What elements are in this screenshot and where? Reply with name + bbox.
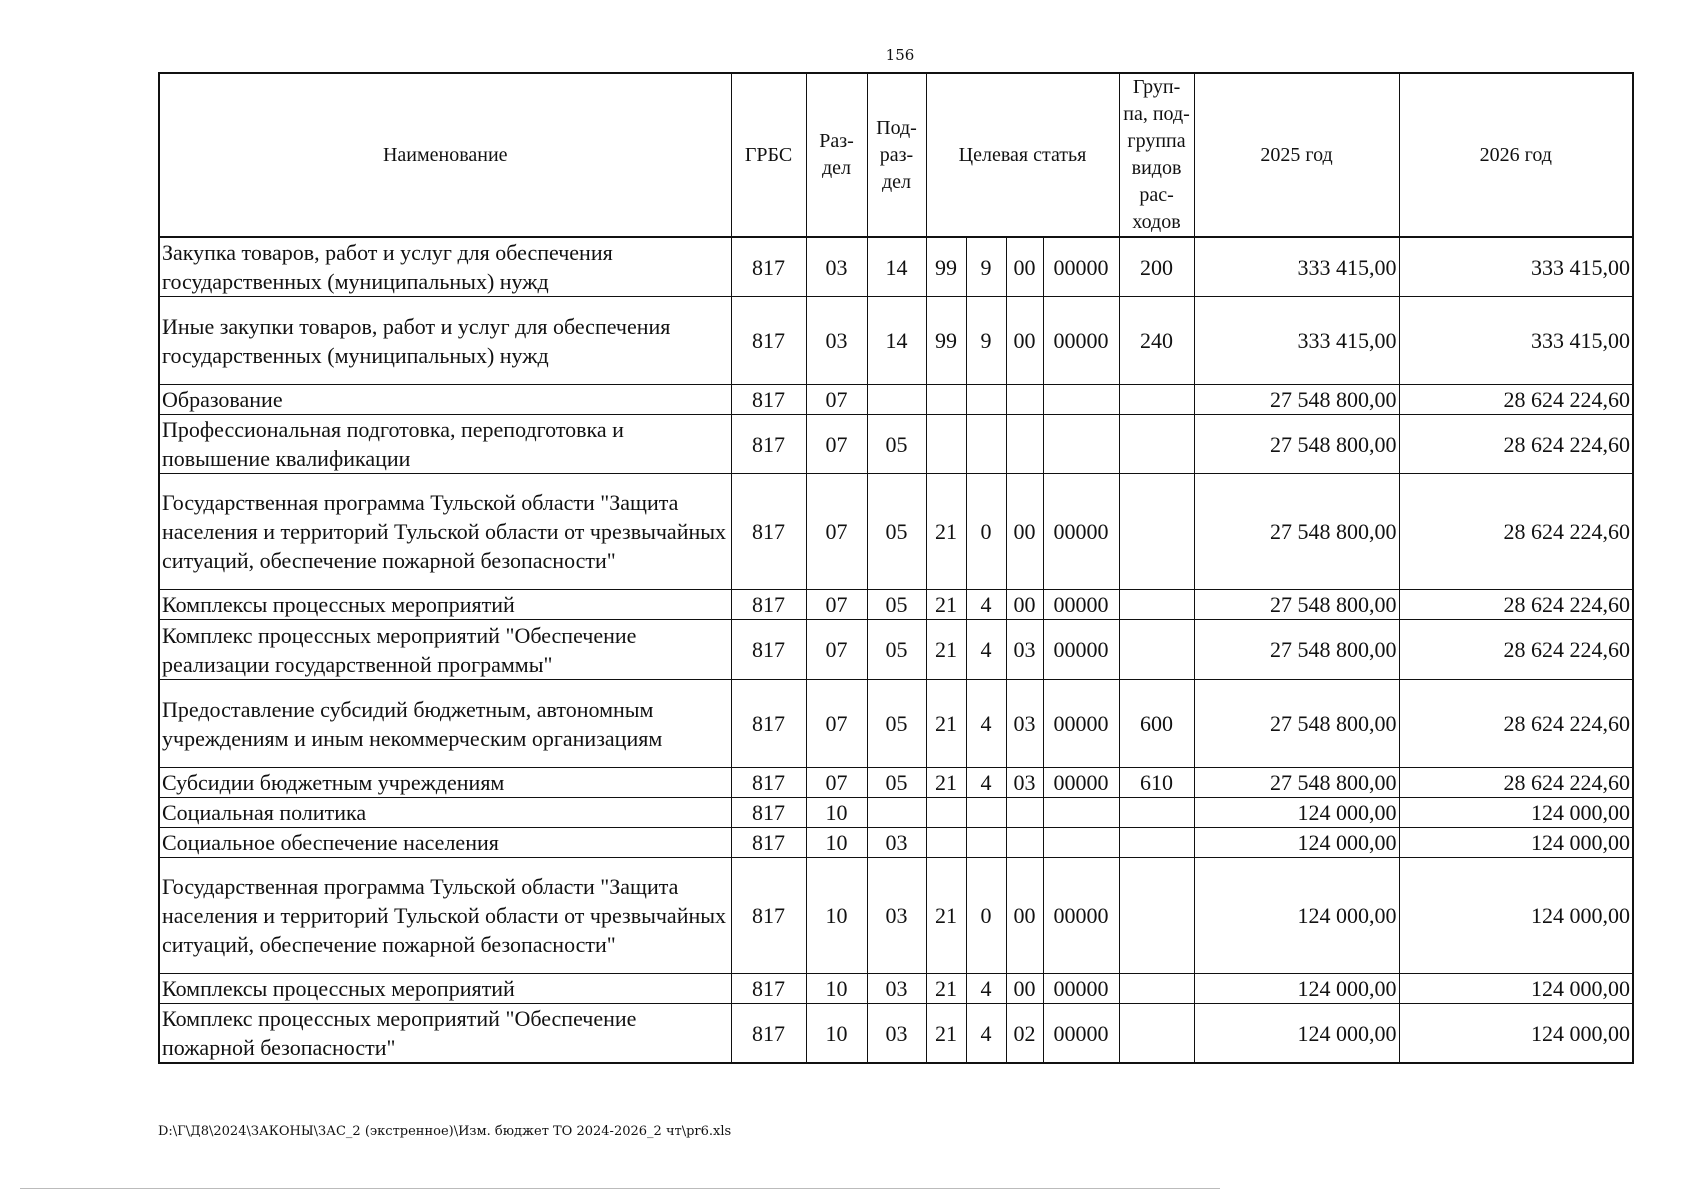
cell-amount-2025: 333 415,00 xyxy=(1194,237,1399,297)
cell-podrazdel: 03 xyxy=(867,974,926,1004)
cell-celevaya-activity: 00 xyxy=(1006,590,1043,620)
cell-celevaya-subprogram: 9 xyxy=(966,297,1006,385)
cell-vid-rashodov xyxy=(1119,828,1194,858)
cell-celevaya-program xyxy=(926,385,966,415)
cell-podrazdel: 05 xyxy=(867,590,926,620)
cell-amount-2025: 27 548 800,00 xyxy=(1194,680,1399,768)
table-row xyxy=(159,1004,1633,1064)
cell-celevaya-program: 21 xyxy=(926,474,966,590)
header-year-2026: 2026 год xyxy=(1399,73,1633,237)
cell-celevaya-subprogram: 4 xyxy=(966,974,1006,1004)
cell-celevaya-direction: 00000 xyxy=(1043,858,1119,974)
cell-celevaya-program: 99 xyxy=(926,237,966,297)
cell-amount-2026: 124 000,00 xyxy=(1399,828,1633,858)
cell-amount-2026: 28 624 224,60 xyxy=(1399,415,1633,474)
cell-vid-rashodov xyxy=(1119,474,1194,590)
cell-celevaya-activity: 03 xyxy=(1006,768,1043,798)
cell-celevaya-direction: 00000 xyxy=(1043,1004,1119,1064)
cell-celevaya-direction xyxy=(1043,828,1119,858)
cell-celevaya-program xyxy=(926,415,966,474)
cell-amount-2026: 28 624 224,60 xyxy=(1399,680,1633,768)
table-header-row xyxy=(159,73,1633,237)
cell-grbs: 817 xyxy=(731,1004,806,1064)
cell-celevaya-direction: 00000 xyxy=(1043,620,1119,680)
cell-celevaya-program: 21 xyxy=(926,1004,966,1064)
cell-amount-2025: 124 000,00 xyxy=(1194,828,1399,858)
cell-podrazdel: 05 xyxy=(867,620,926,680)
cell-vid-rashodov: 600 xyxy=(1119,680,1194,768)
cell-amount-2026: 28 624 224,60 xyxy=(1399,474,1633,590)
cell-amount-2025: 27 548 800,00 xyxy=(1194,474,1399,590)
cell-celevaya-activity: 00 xyxy=(1006,237,1043,297)
cell-amount-2026: 124 000,00 xyxy=(1399,858,1633,974)
cell-podrazdel: 14 xyxy=(867,237,926,297)
cell-celevaya-activity: 00 xyxy=(1006,474,1043,590)
cell-amount-2026: 333 415,00 xyxy=(1399,237,1633,297)
table-row xyxy=(159,385,1633,415)
cell-celevaya-subprogram: 0 xyxy=(966,474,1006,590)
cell-celevaya-subprogram: 4 xyxy=(966,768,1006,798)
cell-grbs: 817 xyxy=(731,237,806,297)
cell-podrazdel: 03 xyxy=(867,858,926,974)
cell-grbs: 817 xyxy=(731,828,806,858)
cell-razdel: 07 xyxy=(806,590,867,620)
cell-celevaya-activity: 00 xyxy=(1006,974,1043,1004)
cell-amount-2025: 27 548 800,00 xyxy=(1194,385,1399,415)
cell-podrazdel: 05 xyxy=(867,415,926,474)
cell-name: Социальное обеспечение населения xyxy=(159,828,731,858)
cell-celevaya-subprogram xyxy=(966,828,1006,858)
cell-celevaya-activity xyxy=(1006,828,1043,858)
cell-podrazdel: 05 xyxy=(867,680,926,768)
cell-name: Социальная политика xyxy=(159,798,731,828)
cell-razdel: 10 xyxy=(806,1004,867,1064)
cell-celevaya-program xyxy=(926,798,966,828)
cell-vid-rashodov xyxy=(1119,974,1194,1004)
cell-celevaya-subprogram: 4 xyxy=(966,1004,1006,1064)
cell-name: Закупка товаров, работ и услуг для обеспечения государственных (муниципальных) нужд xyxy=(159,237,731,297)
cell-amount-2025: 27 548 800,00 xyxy=(1194,620,1399,680)
cell-name: Комплекс процессных мероприятий "Обеспечение пожарной безопасности" xyxy=(159,1004,731,1064)
cell-name: Комплексы процессных мероприятий xyxy=(159,590,731,620)
cell-celevaya-subprogram xyxy=(966,385,1006,415)
cell-grbs: 817 xyxy=(731,590,806,620)
cell-celevaya-direction xyxy=(1043,415,1119,474)
cell-celevaya-program xyxy=(926,828,966,858)
cell-vid-rashodov xyxy=(1119,385,1194,415)
cell-grbs: 817 xyxy=(731,474,806,590)
cell-podrazdel xyxy=(867,798,926,828)
cell-grbs: 817 xyxy=(731,768,806,798)
cell-celevaya-activity: 03 xyxy=(1006,620,1043,680)
cell-razdel: 07 xyxy=(806,768,867,798)
cell-celevaya-direction: 00000 xyxy=(1043,974,1119,1004)
cell-celevaya-direction xyxy=(1043,798,1119,828)
bottom-rule xyxy=(20,1188,1220,1189)
cell-celevaya-direction: 00000 xyxy=(1043,590,1119,620)
cell-vid-rashodov: 610 xyxy=(1119,768,1194,798)
cell-name: Комплекс процессных мероприятий "Обеспечение реализации государственной программы" xyxy=(159,620,731,680)
cell-celevaya-direction: 00000 xyxy=(1043,297,1119,385)
cell-grbs: 817 xyxy=(731,297,806,385)
cell-name: Предоставление субсидий бюджетным, автономным учреждениям и иным некоммерческим организациям xyxy=(159,680,731,768)
cell-razdel: 03 xyxy=(806,237,867,297)
header-year-2025: 2025 год xyxy=(1194,73,1399,237)
cell-amount-2026: 333 415,00 xyxy=(1399,297,1633,385)
cell-celevaya-activity: 00 xyxy=(1006,297,1043,385)
table-row xyxy=(159,415,1633,474)
cell-podrazdel xyxy=(867,385,926,415)
cell-razdel: 10 xyxy=(806,858,867,974)
cell-celevaya-direction: 00000 xyxy=(1043,474,1119,590)
cell-name: Образование xyxy=(159,385,731,415)
header-grbs: ГРБС xyxy=(731,73,806,237)
cell-amount-2025: 333 415,00 xyxy=(1194,297,1399,385)
cell-amount-2025: 124 000,00 xyxy=(1194,858,1399,974)
cell-amount-2025: 124 000,00 xyxy=(1194,1004,1399,1064)
table-row xyxy=(159,620,1633,680)
cell-grbs: 817 xyxy=(731,415,806,474)
cell-amount-2026: 28 624 224,60 xyxy=(1399,385,1633,415)
cell-podrazdel: 05 xyxy=(867,768,926,798)
header-razdel: Раз- дел xyxy=(806,73,867,237)
cell-amount-2025: 124 000,00 xyxy=(1194,974,1399,1004)
cell-celevaya-subprogram: 0 xyxy=(966,858,1006,974)
header-podrazdel: Под- раз- дел xyxy=(867,73,926,237)
header-gruppa-vidov-rashodov: Груп- па, под- группа видов рас- ходов xyxy=(1119,73,1194,237)
cell-celevaya-direction: 00000 xyxy=(1043,237,1119,297)
cell-celevaya-subprogram: 4 xyxy=(966,590,1006,620)
cell-celevaya-program: 21 xyxy=(926,974,966,1004)
table-row xyxy=(159,974,1633,1004)
cell-celevaya-subprogram xyxy=(966,798,1006,828)
cell-razdel: 07 xyxy=(806,680,867,768)
cell-amount-2025: 27 548 800,00 xyxy=(1194,768,1399,798)
cell-celevaya-program: 21 xyxy=(926,680,966,768)
cell-razdel: 10 xyxy=(806,798,867,828)
cell-name: Профессиональная подготовка, переподготовка и повышение квалификации xyxy=(159,415,731,474)
cell-razdel: 07 xyxy=(806,474,867,590)
cell-amount-2026: 28 624 224,60 xyxy=(1399,620,1633,680)
footer-file-path: D:\Г\Д8\2024\ЗАКОНЫ\ЗАС_2 (экстренное)\Изм. бюджет ТО 2024-2026_2 чт\pr6.xls xyxy=(158,1124,732,1139)
cell-grbs: 817 xyxy=(731,385,806,415)
table-row xyxy=(159,858,1633,974)
cell-celevaya-program: 21 xyxy=(926,590,966,620)
cell-celevaya-activity: 03 xyxy=(1006,680,1043,768)
cell-name: Субсидии бюджетным учреждениям xyxy=(159,768,731,798)
cell-razdel: 10 xyxy=(806,828,867,858)
header-celevaya-statya: Целевая статья xyxy=(926,73,1119,237)
cell-celevaya-activity: 00 xyxy=(1006,858,1043,974)
cell-podrazdel: 05 xyxy=(867,474,926,590)
table-row xyxy=(159,680,1633,768)
cell-podrazdel: 03 xyxy=(867,1004,926,1064)
cell-grbs: 817 xyxy=(731,858,806,974)
cell-celevaya-subprogram: 4 xyxy=(966,620,1006,680)
page-number: 156 xyxy=(885,46,915,64)
cell-grbs: 817 xyxy=(731,798,806,828)
cell-amount-2025: 27 548 800,00 xyxy=(1194,590,1399,620)
cell-celevaya-program: 21 xyxy=(926,620,966,680)
cell-razdel: 07 xyxy=(806,620,867,680)
cell-amount-2026: 28 624 224,60 xyxy=(1399,768,1633,798)
cell-vid-rashodov xyxy=(1119,590,1194,620)
cell-podrazdel: 14 xyxy=(867,297,926,385)
table-row xyxy=(159,297,1633,385)
cell-celevaya-program: 21 xyxy=(926,768,966,798)
cell-celevaya-activity xyxy=(1006,415,1043,474)
cell-celevaya-subprogram: 4 xyxy=(966,680,1006,768)
cell-name: Иные закупки товаров, работ и услуг для обеспечения государственных (муниципальных) нужд xyxy=(159,297,731,385)
cell-razdel: 03 xyxy=(806,297,867,385)
cell-celevaya-program: 99 xyxy=(926,297,966,385)
table-row xyxy=(159,237,1633,297)
table-row xyxy=(159,828,1633,858)
cell-celevaya-direction: 00000 xyxy=(1043,768,1119,798)
table-row xyxy=(159,798,1633,828)
cell-amount-2026: 124 000,00 xyxy=(1399,974,1633,1004)
cell-name: Комплексы процессных мероприятий xyxy=(159,974,731,1004)
cell-celevaya-program: 21 xyxy=(926,858,966,974)
cell-podrazdel: 03 xyxy=(867,828,926,858)
cell-vid-rashodov xyxy=(1119,798,1194,828)
cell-razdel: 10 xyxy=(806,974,867,1004)
cell-name: Государственная программа Тульской области "Защита населения и территорий Тульской области от чрезвычайных ситуаций, обеспечение пожарной безопасности" xyxy=(159,474,731,590)
cell-vid-rashodov: 240 xyxy=(1119,297,1194,385)
cell-vid-rashodov: 200 xyxy=(1119,237,1194,297)
cell-celevaya-activity xyxy=(1006,385,1043,415)
cell-amount-2025: 27 548 800,00 xyxy=(1194,415,1399,474)
cell-vid-rashodov xyxy=(1119,415,1194,474)
cell-razdel: 07 xyxy=(806,415,867,474)
budget-table xyxy=(158,72,1634,1064)
cell-celevaya-activity xyxy=(1006,798,1043,828)
cell-amount-2026: 124 000,00 xyxy=(1399,798,1633,828)
cell-vid-rashodov xyxy=(1119,1004,1194,1064)
cell-vid-rashodov xyxy=(1119,620,1194,680)
cell-celevaya-subprogram xyxy=(966,415,1006,474)
cell-amount-2025: 124 000,00 xyxy=(1194,798,1399,828)
table-row xyxy=(159,768,1633,798)
table-row xyxy=(159,474,1633,590)
cell-amount-2026: 124 000,00 xyxy=(1399,1004,1633,1064)
cell-razdel: 07 xyxy=(806,385,867,415)
cell-celevaya-subprogram: 9 xyxy=(966,237,1006,297)
cell-amount-2026: 28 624 224,60 xyxy=(1399,590,1633,620)
cell-grbs: 817 xyxy=(731,620,806,680)
cell-vid-rashodov xyxy=(1119,858,1194,974)
cell-grbs: 817 xyxy=(731,680,806,768)
cell-celevaya-activity: 02 xyxy=(1006,1004,1043,1064)
cell-celevaya-direction xyxy=(1043,385,1119,415)
cell-name: Государственная программа Тульской области "Защита населения и территорий Тульской области от чрезвычайных ситуаций, обеспечение пожарной безопасности" xyxy=(159,858,731,974)
cell-celevaya-direction: 00000 xyxy=(1043,680,1119,768)
table-row xyxy=(159,590,1633,620)
cell-grbs: 817 xyxy=(731,974,806,1004)
header-name: Наименование xyxy=(159,73,731,237)
